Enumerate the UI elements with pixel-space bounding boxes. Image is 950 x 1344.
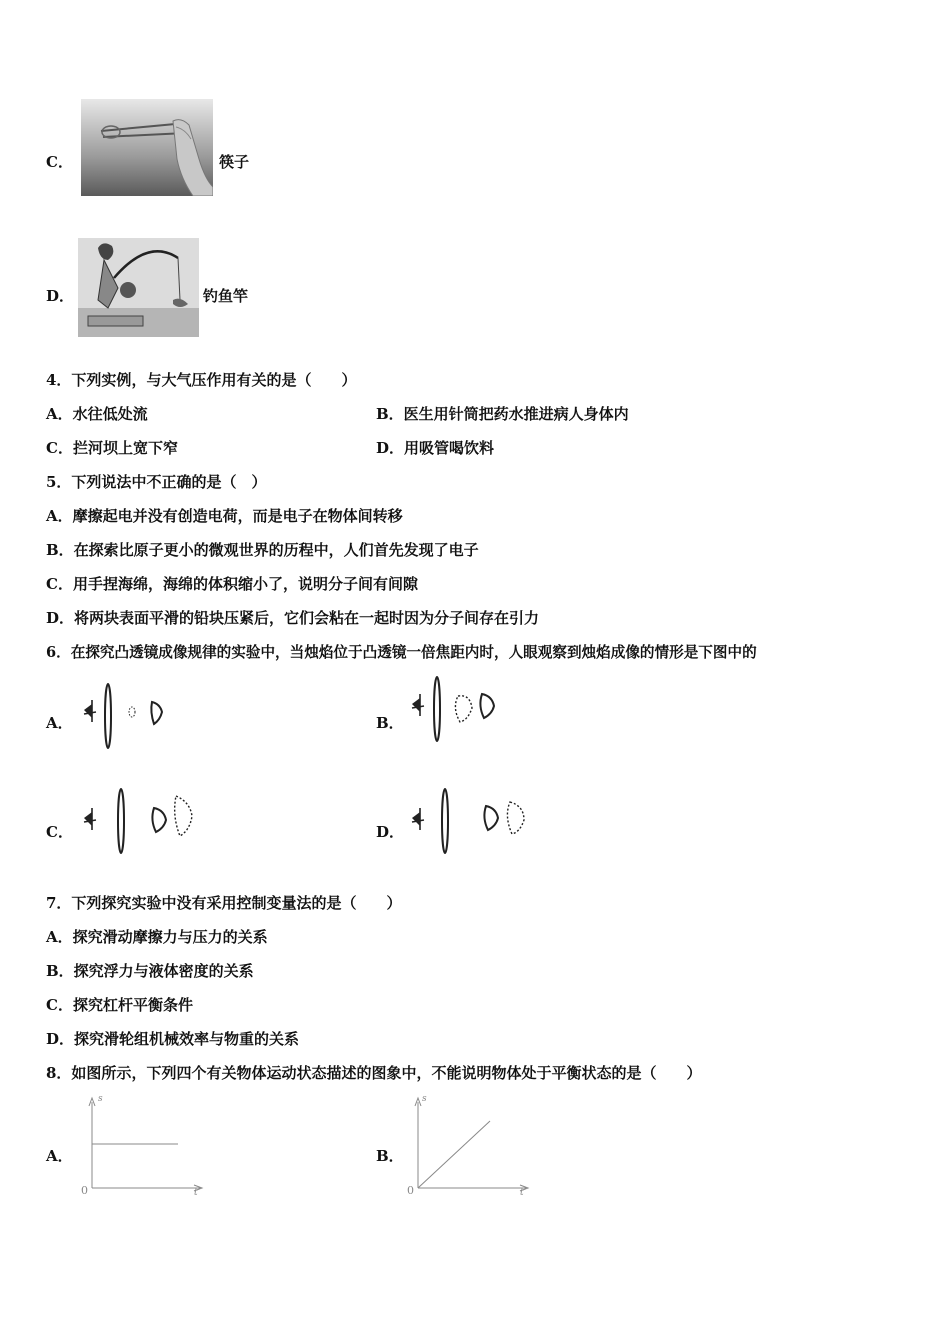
q7-stem: 7．下列探究实验中没有采用控制变量法的是（ ） <box>46 894 402 912</box>
q8-a-x-axis-label: t <box>194 1188 198 1198</box>
q8-graph-b <box>402 1094 532 1204</box>
q7-option-c[interactable]: C．探究杠杆平衡条件 <box>46 996 193 1014</box>
q7-option-d[interactable]: D．探究滑轮组机械效率与物重的关系 <box>46 1030 300 1048</box>
q8-graph-a <box>76 1094 206 1204</box>
q4-option-a[interactable]: A．水往低处流 <box>46 405 148 423</box>
q8-a-origin-label: 0 <box>81 1184 88 1197</box>
q5-option-a[interactable]: A．摩擦起电并没有创造电荷，而是电子在物体间转移 <box>46 507 403 525</box>
chopsticks-caption: 筷子 <box>219 153 250 171</box>
q6-diagram-b <box>406 674 506 744</box>
q7-option-a[interactable]: A．探究滑动摩擦力与压力的关系 <box>46 928 268 946</box>
q4-option-d[interactable]: D．用吸管喝饮料 <box>376 439 495 457</box>
q4-stem: 4．下列实例，与大气压作用有关的是（ ） <box>46 371 357 389</box>
q5-stem: 5．下列说法中不正确的是（ ） <box>46 473 267 491</box>
q8-option-b-label[interactable]: B． <box>376 1147 404 1165</box>
q5-option-b[interactable]: B．在探索比原子更小的微观世界的历程中，人们首先发现了电子 <box>46 541 479 559</box>
q6-diagram-c <box>78 786 198 856</box>
q7-option-b[interactable]: B．探究浮力与液体密度的关系 <box>46 962 254 980</box>
chopsticks-image <box>81 99 213 196</box>
q6-option-c-label[interactable]: C． <box>46 823 73 841</box>
q8-b-y-axis-label: s <box>422 1094 427 1104</box>
q6-option-b-label[interactable]: B． <box>376 714 404 732</box>
q8-a-y-axis-label: s <box>98 1094 103 1104</box>
q4-option-c[interactable]: C．拦河坝上宽下窄 <box>46 439 178 457</box>
q8-b-x-axis-label: t <box>520 1188 524 1198</box>
q6-diagram-d <box>406 786 536 856</box>
q8-b-origin-label: 0 <box>407 1184 414 1197</box>
q6-option-a-label[interactable]: A． <box>46 714 73 732</box>
fishing-rod-caption: 钓鱼竿 <box>203 287 249 305</box>
q3-option-d-label[interactable]: D． <box>46 287 75 305</box>
q4-option-b[interactable]: B．医生用针筒把药水推进病人身体内 <box>376 405 629 423</box>
q8-option-a-label[interactable]: A． <box>46 1147 73 1165</box>
q5-option-c[interactable]: C．用手捏海绵，海绵的体积缩小了，说明分子间有间隙 <box>46 575 418 593</box>
q3-option-c-label[interactable]: C． <box>46 153 73 171</box>
q6-stem: 6．在探究凸透镜成像规律的实验中，当烛焰位于凸透镜一倍焦距内时，人眼观察到烛焰成像的情形是下图中的 <box>46 644 757 661</box>
q8-stem: 8．如图所示，下列四个有关物体运动状态描述的图象中，不能说明物体处于平衡状态的是（ ） <box>46 1064 702 1082</box>
q5-option-d[interactable]: D．将两块表面平滑的铅块压紧后，它们会粘在一起时因为分子间存在引力 <box>46 609 540 627</box>
q6-diagram-a <box>78 682 178 750</box>
q6-option-d-label[interactable]: D． <box>376 823 405 841</box>
fishing-rod-image <box>78 238 199 337</box>
